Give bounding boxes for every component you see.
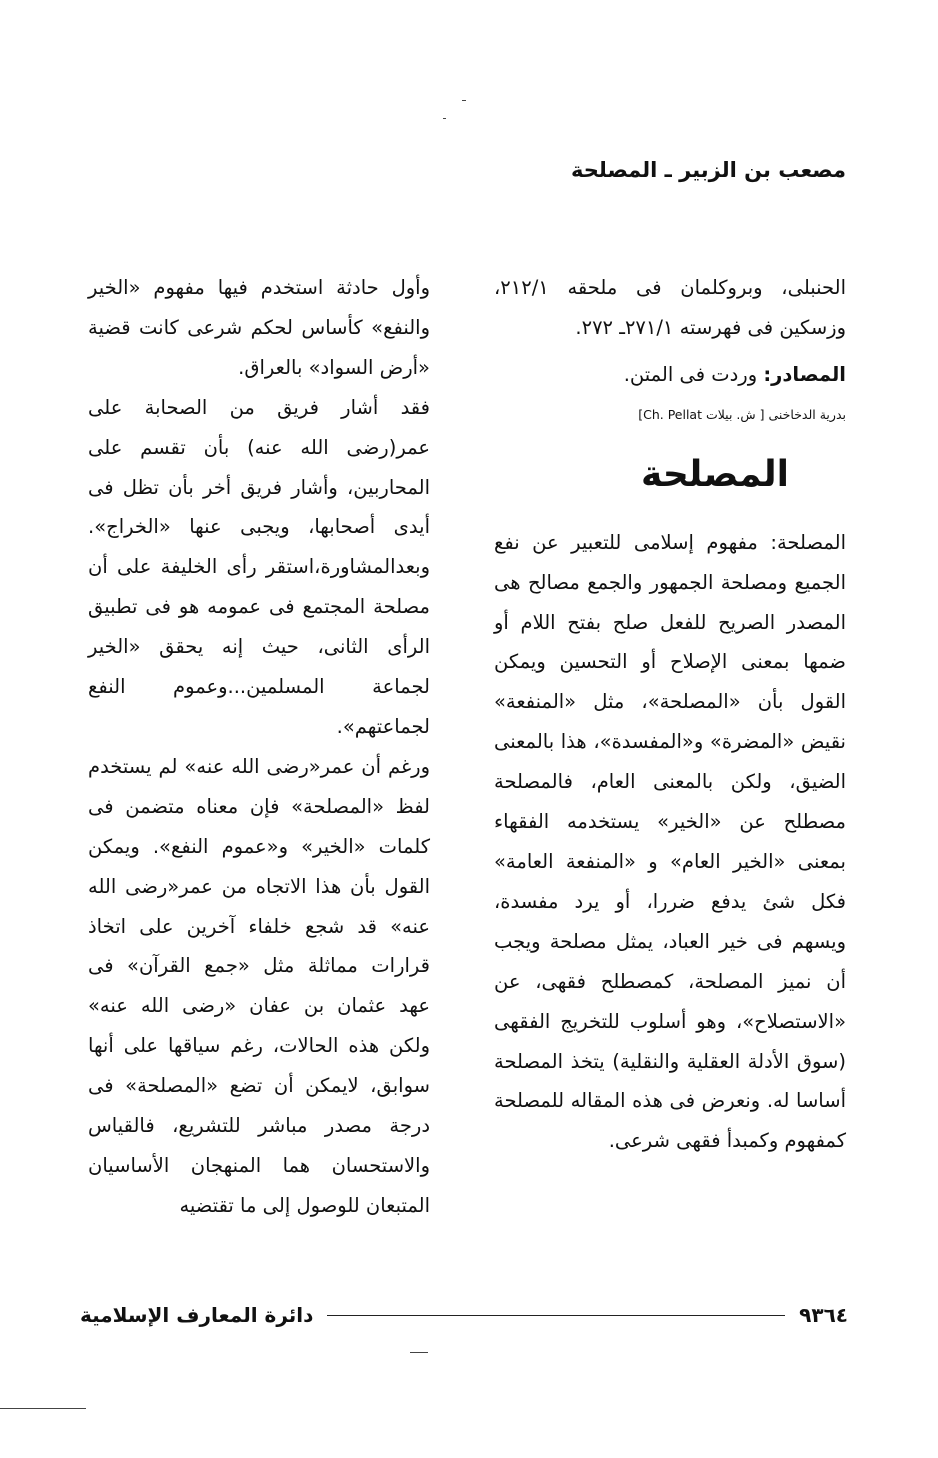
encyclopedia-title: دائرة المعارف الإسلامية bbox=[80, 1303, 314, 1327]
body-paragraph: فقد أشار فريق من الصحابة على عمر(رضى الله عنه) بأن تقسم على المحاربين، وأشار فريق أخر بأن تظل فى أيدى أصحابها، ويجبى عنها «الخراج». وبعدالمشاورة،استقر رأى الخليفة على أن مصلحة المجتمع فى عمومه هو فى تطبيق الرأى الثانى، حيث إنه يحقق «الخير لجماعة المسلمين...وعموم النفع لجماعتهم». bbox=[88, 395, 430, 738]
sources-line bbox=[494, 355, 846, 395]
body-paragraph: ورغم أن عمر«رضى الله عنه» لم يستخدم لفظ «المصلحة» فإن معناه متضمن فى كلمات «الخير» و«عموم النفع». ويمكن القول بأن هذا الاتجاه من عمر«رضى الله عنه» قد شجع خلفاء آخرين على اتخاذ قرارات مماثلة مثل «جمع القرآن» فى عهد عثمان بن عفان «رضى الله عنه» ولكن هذه الحالات، رغم سياقها على أنها سوابق، لايمكن أن تضع «المصلحة» فى درجة مصدر مباشر للتشريع، فالقياس والاستحسان هما المنهجان الأساسيان المتبعان للوصول إلى ما تقتضيه bbox=[88, 754, 430, 1217]
sources-text: وردت فى المتن. bbox=[623, 362, 758, 386]
footer-rule bbox=[327, 1315, 785, 1316]
scan-speck bbox=[462, 100, 466, 101]
article-title: المصلحة bbox=[641, 453, 789, 495]
continued-text: الحنبلى، وبروكلمان فى ملحقه ٢١٢/١، وزسكين فى فهرسته ٢٧١/١ـ ٢٧٢. bbox=[494, 276, 846, 339]
sources-label: المصادر: bbox=[763, 362, 846, 386]
page-number: ٩٣٦٤ bbox=[799, 1303, 848, 1327]
scan-edge-line bbox=[0, 1408, 86, 1409]
right-column bbox=[494, 268, 846, 1161]
body-paragraph: وأول حادثة استخدم فيها مفهوم «الخير والنفع» كأساس لحكم شرعى كانت قضية «أرض السواد» بالعراق. bbox=[88, 276, 430, 379]
running-header: مصعب بن الزبير ـ المصلحة bbox=[571, 158, 846, 182]
scan-speck bbox=[443, 118, 446, 119]
article-body-intro: المصلحة: مفهوم إسلامى للتعبير عن نفع الجميع ومصلحة الجمهور والجمع مصالح هى المصدر الصريح للفعل صلح بفتح اللام أو ضمها بمعنى الإصلاح أو التحسين ويمكن القول بأن «المصلحة»، مثل «المنفعة» نقيض «المضرة» و«المفسدة»، هذا بالمعنى الضيق، ولكن بالمعنى العام، فالمصلحة مصطلح عن «الخير» يستخدمه الفقهاء بمعنى «الخير العام» و «المنفعة العامة» فكل شئ يدفع ضررا، أو يرد مفسدة، ويسهم فى خير العباد، يمثل مصلحة ويجب أن نميز المصلحة، كمصطلح فقهى، عن «الاستصلاح»، وهو أسلوب للتخريج الفقهى (سوق الأدلة العقلية والنقلية) يتخذ المصلحة أساسا له. ونعرض فى هذه المقاله للمصلحة كمفهوم وكمبدأ فقهى شرعى. bbox=[494, 530, 846, 1153]
page-footer bbox=[80, 1299, 848, 1331]
scan-speck bbox=[410, 1352, 428, 1353]
left-column bbox=[88, 268, 430, 1226]
article-author: بدرية الدخاخنى [ ش. بيلات Ch. Pellat] bbox=[638, 406, 846, 422]
